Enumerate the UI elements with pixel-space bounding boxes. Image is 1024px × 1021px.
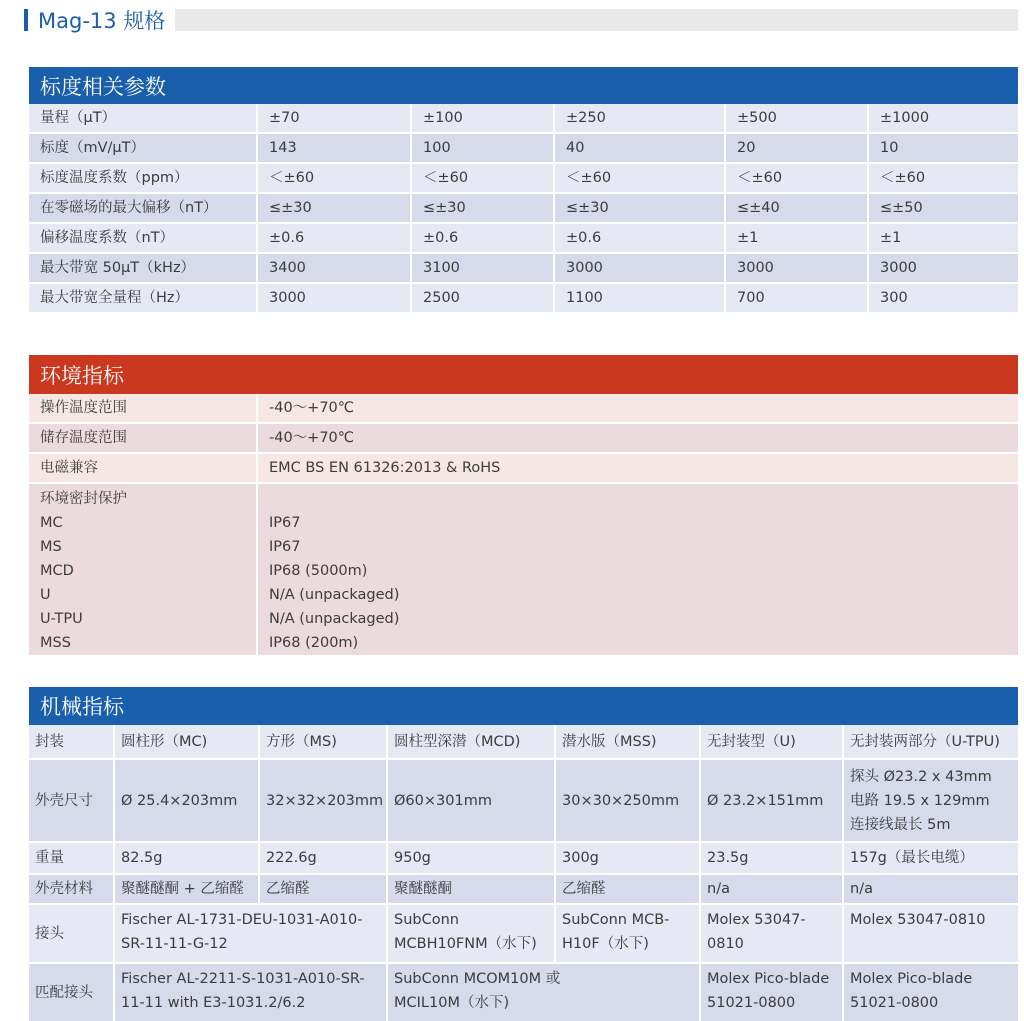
- row-label: 外壳材料: [29, 873, 113, 903]
- cell: n/a: [842, 873, 1018, 903]
- cell: 40: [553, 132, 724, 162]
- cell: 乙缩醛: [554, 873, 699, 903]
- cell: 23.5g: [699, 841, 842, 873]
- cell: 10: [867, 132, 1018, 162]
- table-row: [29, 192, 1018, 222]
- cell: 32×32×203mm: [258, 758, 386, 841]
- sealing-value: IP67: [269, 515, 301, 531]
- cell: ±0.6: [553, 222, 724, 252]
- cell: ＜±60: [410, 162, 553, 192]
- row-label: 操作温度范围: [29, 394, 256, 422]
- cell: Ø60×301mm: [386, 758, 554, 841]
- size-line: 电路 19.5 x 129mm: [850, 792, 990, 809]
- cell: 157g（最长电缆）: [842, 841, 1018, 873]
- sealing-model: U-TPU: [40, 611, 83, 627]
- cell: 3000: [867, 252, 1018, 282]
- cell: 143: [256, 132, 410, 162]
- calibration-table: [29, 104, 1018, 312]
- row-value: -40～+70℃: [256, 394, 1018, 422]
- cell: ≤±50: [867, 192, 1018, 222]
- row-label: 最大带宽全量程（Hz）: [29, 282, 256, 312]
- table-row: [29, 282, 1018, 312]
- cell: SubConn MCB-H10F（水下): [554, 903, 699, 962]
- row-label: 匹配接头: [29, 962, 113, 1021]
- cell: ±0.6: [256, 222, 410, 252]
- sealing-value: IP67: [269, 539, 301, 555]
- sealing-label: 环境密封保护: [40, 491, 127, 507]
- row-label: 重量: [29, 841, 113, 873]
- cell: 2500: [410, 282, 553, 312]
- column-header: 圆柱形（MC): [113, 725, 258, 758]
- size-line: 探头 Ø23.2 x 43mm: [850, 768, 992, 785]
- table-row: [29, 394, 1018, 422]
- cell: 700: [724, 282, 867, 312]
- cell: ＜±60: [553, 162, 724, 192]
- header-accent-bar: [24, 9, 28, 31]
- page-header: [24, 6, 1018, 34]
- cell: Molex Pico-blade 51021-0800: [699, 962, 842, 1021]
- cell-multiline: [842, 758, 1018, 841]
- row-label: 标度温度系数（ppm）: [29, 162, 256, 192]
- cell: 3000: [553, 252, 724, 282]
- cell: ≤±30: [553, 192, 724, 222]
- cell: SubConn MCBH10FNM（水下): [386, 903, 554, 962]
- table-row: [29, 841, 1018, 873]
- sealing-model: MSS: [40, 635, 71, 651]
- cell: 乙缩醛: [258, 873, 386, 903]
- table-row: [29, 452, 1018, 482]
- table-row: [29, 132, 1018, 162]
- cell: 3400: [256, 252, 410, 282]
- cell: 82.5g: [113, 841, 258, 873]
- cell: 20: [724, 132, 867, 162]
- table-row: [29, 252, 1018, 282]
- sealing-value: IP68 (200m): [269, 635, 359, 651]
- cell: [386, 962, 699, 1021]
- row-label: 储存温度范围: [29, 422, 256, 452]
- table-row: [29, 222, 1018, 252]
- cell: 3100: [410, 252, 553, 282]
- row-label: 量程（μT）: [29, 104, 256, 132]
- sealing-value: N/A (unpackaged): [269, 587, 400, 603]
- cell: 3000: [724, 252, 867, 282]
- cell: ±1: [867, 222, 1018, 252]
- column-header: 无封装型（U): [699, 725, 842, 758]
- mating-text: SubConn MCOM10M 或 MCIL10M（水下): [394, 971, 561, 1011]
- column-header: 潜水版（MSS): [554, 725, 699, 758]
- cell: ≤±30: [410, 192, 553, 222]
- cell: 聚醚醚酮 + 乙缩醛: [113, 873, 258, 903]
- sealing-value: N/A (unpackaged): [269, 611, 400, 627]
- cell: 300g: [554, 841, 699, 873]
- cell: ±100: [410, 104, 553, 132]
- cell: ≤±30: [256, 192, 410, 222]
- row-label: 偏移温度系数（nT）: [29, 222, 256, 252]
- row-value: -40～+70℃: [256, 422, 1018, 452]
- sealing-model: MCD: [40, 563, 74, 579]
- environment-table: [29, 394, 1018, 655]
- table-row: [29, 962, 1018, 1021]
- cell: ＜±60: [724, 162, 867, 192]
- cell: ±500: [724, 104, 867, 132]
- connector-text: Molex 53047-0810: [707, 912, 806, 952]
- column-header: 封装: [29, 725, 113, 758]
- sealing-model: MS: [40, 539, 62, 555]
- environment-title: 环境指标: [29, 355, 1018, 394]
- row-label: 电磁兼容: [29, 452, 256, 482]
- environment-section: [29, 355, 1018, 655]
- sealing-model: U: [40, 587, 51, 603]
- table-header-row: [29, 725, 1018, 758]
- cell: ＜±60: [867, 162, 1018, 192]
- cell: [699, 903, 842, 962]
- cell: Ø 23.2×151mm: [699, 758, 842, 841]
- header-rule: [175, 9, 1018, 31]
- mechanical-table: [29, 725, 1018, 1021]
- cell: n/a: [699, 873, 842, 903]
- cell: ±70: [256, 104, 410, 132]
- cell: 1100: [553, 282, 724, 312]
- table-row: [29, 758, 1018, 841]
- sealing-row: [29, 482, 1018, 655]
- mechanical-title: 机械指标: [29, 687, 1018, 725]
- row-label: 接头: [29, 903, 113, 962]
- cell: 聚醚醚酮: [386, 873, 554, 903]
- cell: Molex 53047-0810: [842, 903, 1018, 962]
- cell: Ø 25.4×203mm: [113, 758, 258, 841]
- mating-text: Fischer AL-2211-S-1031-A010-SR-11-11 with E3-1031.2/6.2: [121, 971, 365, 1011]
- cell: ±1: [724, 222, 867, 252]
- row-label: 最大带宽 50μT（kHz）: [29, 252, 256, 282]
- row-label: 外壳尺寸: [29, 758, 113, 841]
- connector-text: Fischer AL-1731-DEU-1031-A010-SR-11-11-G-12: [121, 912, 363, 952]
- cell: 100: [410, 132, 553, 162]
- cell: 3000: [256, 282, 410, 312]
- column-header: 方形（MS): [258, 725, 386, 758]
- cell: [113, 903, 386, 962]
- size-line: 连接线最长 5m: [850, 816, 951, 833]
- cell: ±250: [553, 104, 724, 132]
- sealing-value: IP68 (5000m): [269, 563, 368, 579]
- table-row: [29, 903, 1018, 962]
- sealing-values: [256, 482, 1018, 655]
- table-row: [29, 104, 1018, 132]
- cell: ±1000: [867, 104, 1018, 132]
- row-value: EMC BS EN 61326:2013 & RoHS: [256, 452, 1018, 482]
- cell: 222.6g: [258, 841, 386, 873]
- table-row: [29, 162, 1018, 192]
- cell: 950g: [386, 841, 554, 873]
- cell: ≤±40: [724, 192, 867, 222]
- cell: 30×30×250mm: [554, 758, 699, 841]
- page-title: Mag-13 规格: [38, 9, 166, 33]
- cell: 300: [867, 282, 1018, 312]
- cell: [113, 962, 386, 1021]
- column-header: 无封装两部分（U-TPU): [842, 725, 1018, 758]
- column-header: 圆柱型深潜（MCD): [386, 725, 554, 758]
- calibration-section: [29, 67, 1018, 312]
- mechanical-section: [29, 687, 1018, 1021]
- cell: ±0.6: [410, 222, 553, 252]
- row-label: 标度（mV/μT）: [29, 132, 256, 162]
- sealing-model: MC: [40, 515, 63, 531]
- table-row: [29, 873, 1018, 903]
- table-row: [29, 422, 1018, 452]
- row-label: 在零磁场的最大偏移（nT）: [29, 192, 256, 222]
- cell: Molex Pico-blade 51021-0800: [842, 962, 1018, 1021]
- cell: ＜±60: [256, 162, 410, 192]
- calibration-title: 标度相关参数: [29, 67, 1018, 104]
- sealing-labels: [29, 482, 256, 655]
